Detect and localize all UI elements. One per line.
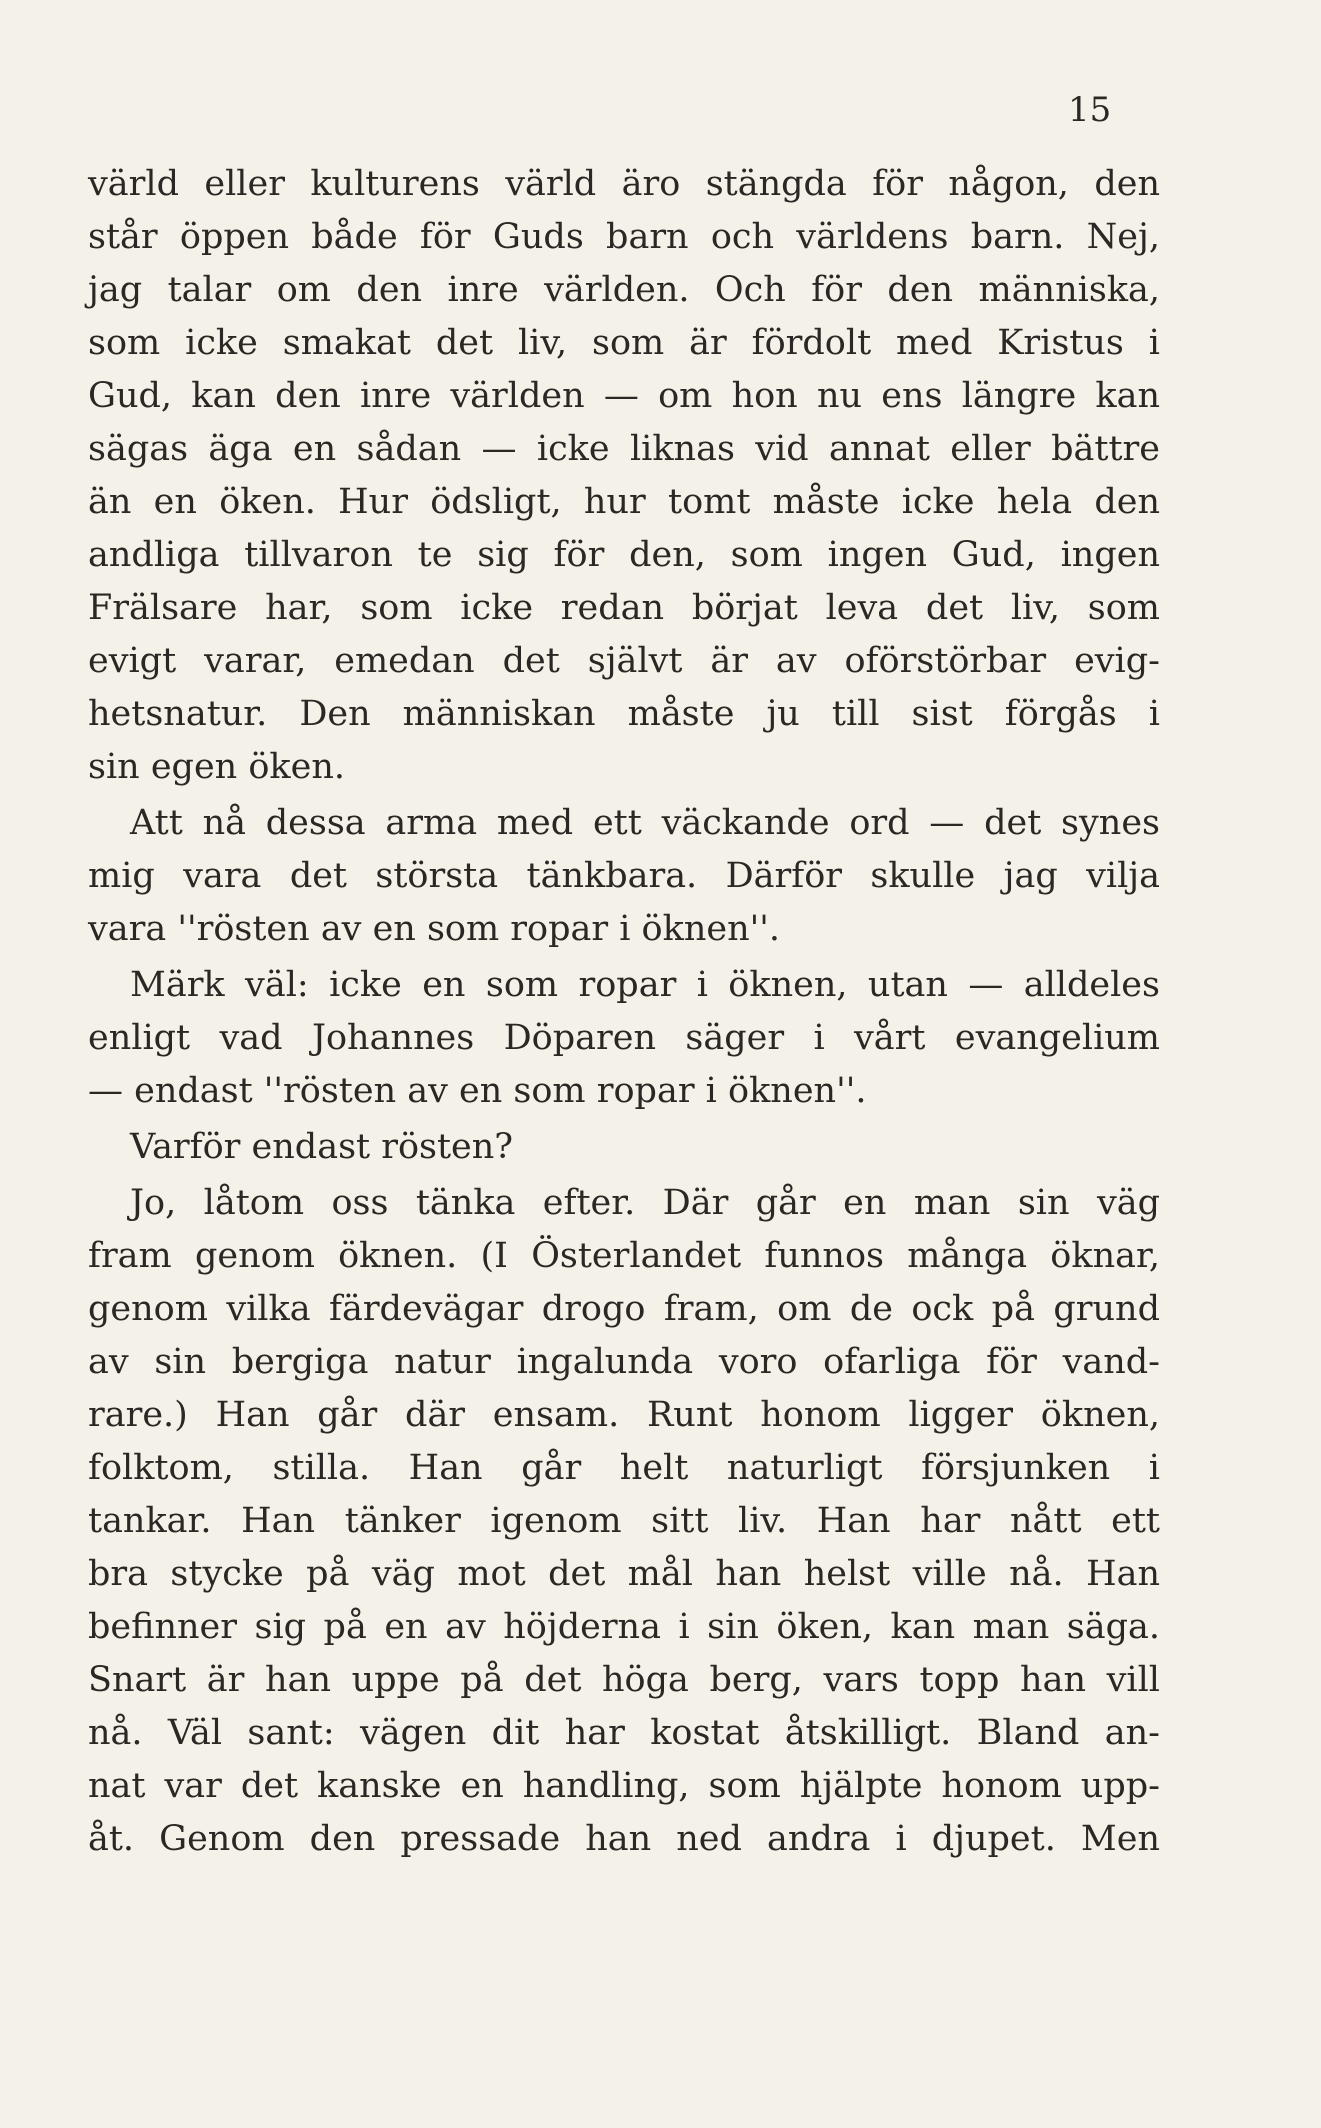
text-line: som icke smakat det liv, som är fördolt med Kristus i: [88, 323, 1160, 363]
text-line: genom vilka färdevägar drogo fram, om de ock på grund: [88, 1289, 1160, 1329]
text-line: Gud, kan den inre världen — om hon nu ens längre kan: [88, 376, 1160, 416]
text-line: andliga tillvaron te sig för den, som ingen Gud, ingen: [88, 535, 1160, 575]
text-line: Frälsare har, som icke redan börjat leva det liv, som: [88, 588, 1160, 628]
text-line: av sin bergiga natur ingalunda voro ofarliga för vand-: [88, 1342, 1160, 1382]
text-line: folktom, stilla. Han går helt naturligt försjunken i: [88, 1448, 1160, 1488]
text-line: nå. Väl sant: vägen dit har kostat åtskilligt. Bland an-: [88, 1713, 1160, 1753]
text-line: än en öken. Hur ödsligt, hur tomt måste icke hela den: [88, 482, 1160, 522]
text-line: åt. Genom den pressade han ned andra i djupet. Men: [88, 1819, 1160, 1859]
text-line: mig vara det största tänkbara. Därför skulle jag vilja: [88, 856, 1160, 896]
text-line: hetsnatur. Den människan måste ju till sist förgås i: [88, 694, 1160, 734]
text-line: Jo, låtom oss tänka efter. Där går en man sin väg: [130, 1183, 1160, 1223]
text-line: fram genom öknen. (I Österlandet funnos många öknar,: [88, 1236, 1160, 1276]
text-line: evigt varar, emedan det självt är av oförstörbar evig-: [88, 641, 1160, 681]
text-line: jag talar om den inre världen. Och för den människa,: [88, 270, 1160, 310]
text-line: befinner sig på en av höjderna i sin öken, kan man säga.: [88, 1607, 1160, 1647]
text-line: enligt vad Johannes Döparen säger i vårt evangelium: [88, 1018, 1160, 1058]
text-line: rare.) Han går där ensam. Runt honom ligger öknen,: [88, 1395, 1160, 1435]
text-line: Märk väl: icke en som ropar i öknen, utan — alldeles: [130, 965, 1160, 1005]
text-line: sägas äga en sådan — icke liknas vid annat eller bättre: [88, 429, 1160, 469]
text-line: sin egen öken.: [88, 747, 345, 787]
text-line: bra stycke på väg mot det mål han helst ville nå. Han: [88, 1554, 1160, 1594]
body-text: [88, 158, 1160, 1866]
text-line: tankar. Han tänker igenom sitt liv. Han har nått ett: [88, 1501, 1160, 1541]
text-line: nat var det kanske en handling, som hjälpte honom upp-: [88, 1766, 1160, 1806]
text-line: Snart är han uppe på det höga berg, vars topp han vill: [88, 1660, 1160, 1700]
text-line: Att nå dessa arma med ett väckande ord — det synes: [130, 803, 1160, 843]
text-line: står öppen både för Guds barn och världens barn. Nej,: [88, 217, 1160, 257]
text-line: värld eller kulturens värld äro stängda för någon, den: [88, 164, 1160, 204]
text-line: — endast ''rösten av en som ropar i öknen''.: [88, 1071, 867, 1111]
text-line: vara ''rösten av en som ropar i öknen''.: [88, 909, 781, 949]
text-line: Varför endast rösten?: [130, 1127, 514, 1167]
page-number: 15: [1068, 90, 1112, 130]
